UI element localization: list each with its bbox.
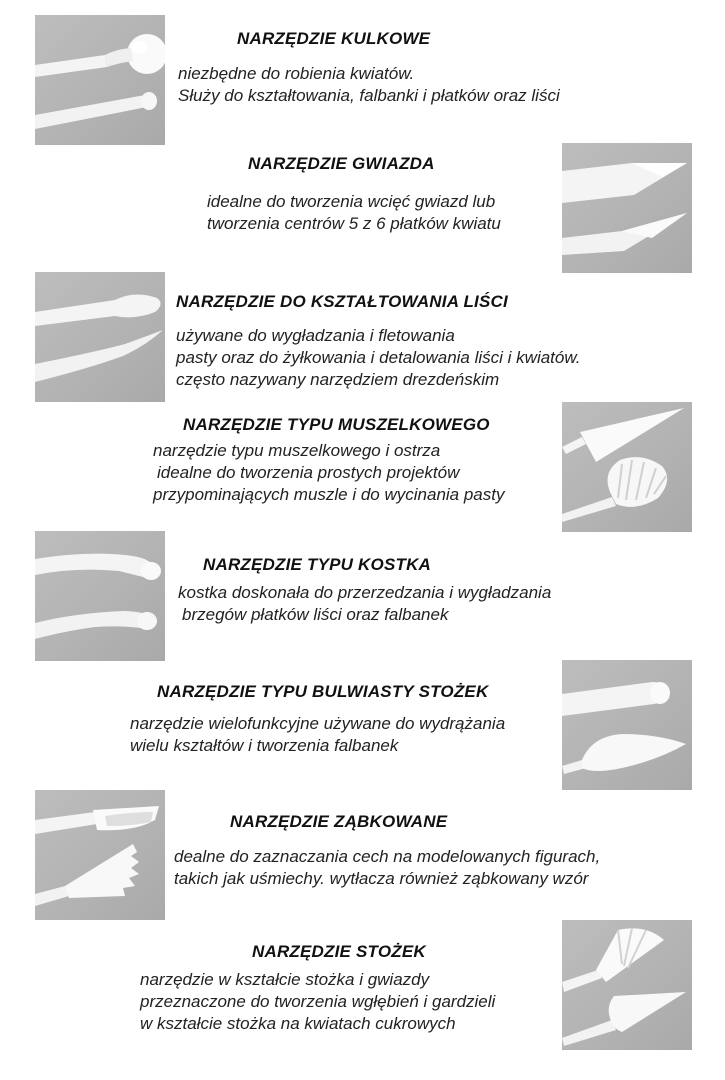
description-line: tworzenia centrów 5 z 6 płatków kwiatu (207, 214, 501, 233)
description-line: idealne do tworzenia prostych projektów (157, 463, 460, 482)
description-line: przeznaczone do tworzenia wgłębień i gardzieli (140, 992, 496, 1011)
description-line: często nazywany narzędziem drezdeńskim (176, 370, 500, 389)
tool-title-bone: NARZĘDZIE TYPU KOSTKA (203, 555, 432, 574)
serrated-tool-photo (35, 790, 165, 920)
description-line: dealne do zaznaczania cech na modelowanych figurach, (174, 847, 601, 866)
bone-tool-photo (35, 531, 165, 661)
description-line: Służy do kształtowania, falbanki i płatków oraz liści (178, 86, 560, 105)
tool-description-shell (153, 440, 505, 506)
tool-title-shell: NARZĘDZIE TYPU MUSZELKOWEGO (183, 415, 490, 434)
description-line: narzędzie w kształcie stożka i gwiazdy (140, 970, 430, 989)
bulb-cone-tool-photo (562, 660, 692, 790)
tool-description-bone (178, 582, 551, 626)
shell-tool-photo (562, 402, 692, 532)
tool-title-bulb-cone: NARZĘDZIE TYPU BULWIASTY STOŻEK (157, 682, 489, 701)
tool-title-star: NARZĘDZIE GWIAZDA (248, 154, 435, 173)
description-line: wielu kształtów i tworzenia falbanek (130, 736, 399, 755)
tool-description-ball (178, 63, 560, 107)
tool-description-serrated (174, 846, 600, 890)
ball-tool-photo (35, 15, 165, 145)
tool-description-star (207, 191, 501, 235)
description-line: pasty oraz do żyłkowania i detalowania liści i kwiatów. (176, 348, 581, 367)
tool-title-leaf: NARZĘDZIE DO KSZTAŁTOWANIA LIŚCI (176, 292, 508, 311)
description-line: kostka doskonała do przerzedzania i wygładzania (178, 583, 552, 602)
tool-title-serrated: NARZĘDZIE ZĄBKOWANE (230, 812, 448, 831)
tool-description-bulb-cone (130, 713, 505, 757)
tool-title-ball: NARZĘDZIE KULKOWE (237, 29, 431, 48)
tool-description-leaf (176, 325, 580, 391)
star-tool-photo (562, 143, 692, 273)
description-line: idealne do tworzenia wcięć gwiazd lub (207, 192, 496, 211)
description-line: narzędzie typu muszelkowego i ostrza (153, 441, 441, 460)
leaf-tool-photo (35, 272, 165, 402)
description-line: w kształcie stożka na kwiatach cukrowych (140, 1014, 456, 1033)
description-line: używane do wygładzania i fletowania (176, 326, 455, 345)
tool-title-cone: NARZĘDZIE STOŻEK (252, 942, 426, 961)
description-line: niezbędne do robienia kwiatów. (178, 64, 415, 83)
tool-description-cone (140, 969, 495, 1035)
description-line: brzegów płatków liści oraz falbanek (182, 605, 449, 624)
description-line: takich jak uśmiechy. wytłacza również ząbkowany wzór (174, 869, 589, 888)
cone-tool-photo (562, 920, 692, 1050)
description-line: narzędzie wielofunkcyjne używane do wydrążania (130, 714, 506, 733)
description-line: przypominających muszle i do wycinania pasty (153, 485, 505, 504)
